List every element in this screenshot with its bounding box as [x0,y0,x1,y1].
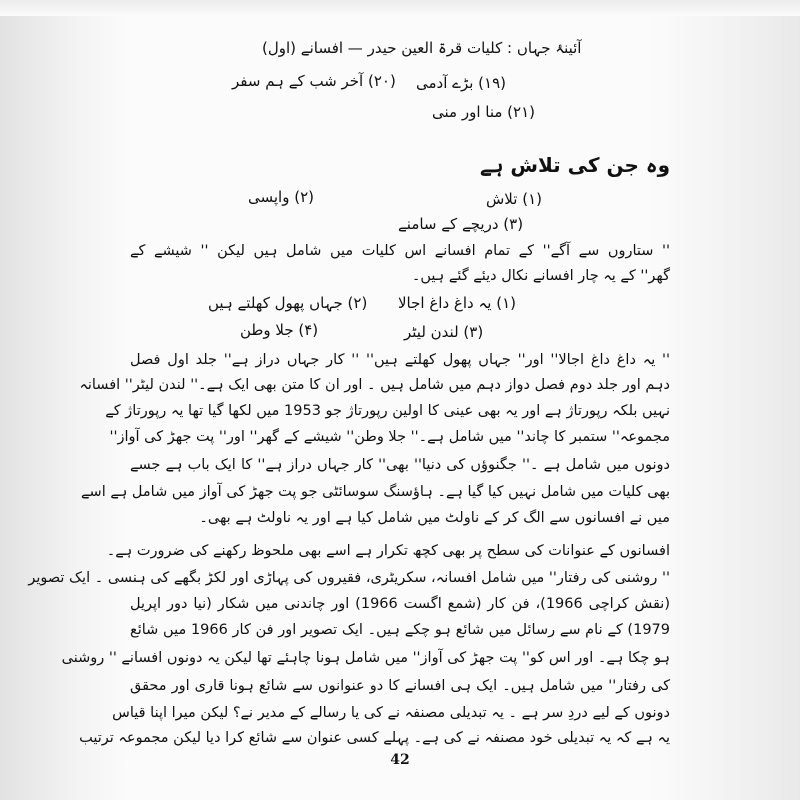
list-b-item-2: (۲) جہاں پھول کھلتے ہیں [208,294,368,312]
page-shadow-left [0,0,128,800]
list-a-item-1: (۱) تلاش [486,190,542,208]
para-3-line-1: افسانوں کے عنوانات کی سطح پر بھی کچھ تکرار ہے اسے بھی ملحوظ رکھنے کی ضرورت ہے۔ [106,543,670,559]
para-4-line-2: (نقش کراچی 1966)، فن کار (شمع اگست 1966) اور چاندنی میں شکار (نیا دور اپریل [130,596,671,612]
list-item-21: (۲۱) منا اور منی [432,103,535,121]
para-4-line-1: '' روشنی کی رفتار'' میں شامل افسانہ، سکریٹری، فقیروں کی پہاڑی اور لکڑ بگھے کی ہنسی ۔ ایک تصویر [28,570,670,586]
para-4-line-7: یہ ہے کہ یہ تبدیلی خود مصنفہ نے کی ہے۔ پہلے کسی عنوان سے شائع کرا دیا لیکن مجموعہ ترتیب [79,730,670,746]
section-title: وہ جن کی تلاش ہے [480,153,671,177]
para-2-line-5: دونوں میں شامل ہے ۔'' جگنوؤں کی دنیا'' بھی'' کار جہاں دراز ہے'' کا ایک باب ہے جسے [130,457,670,473]
page-number: 42 [390,752,410,768]
para-2-line-7: میں نے افسانوں سے الگ کر کے ناولٹ میں شامل کیا ہے اور یہ ناولٹ ہے بھی۔ [199,510,670,526]
page-shadow-top [0,0,800,16]
list-a-item-3: (۳) دریچے کے سامنے [398,215,524,233]
para-4-line-3: 1979) کے نام سے رسائل میں شائع ہو چکے ہیں۔ ایک تصویر اور فن کار 1966 میں شائع [130,622,671,638]
page-shadow-right [650,0,800,800]
para-2-line-6: بھی کلیات میں شامل نہیں کیا گیا ہے۔ ہاؤسنگ سوسائٹی جو پت جھڑ کی آواز میں شامل ہے اسے [81,484,670,500]
list-item-20: (۲۰) آخر شب کے ہم سفر [232,72,396,90]
list-b-item-4: (۴) جلا وطن [240,321,319,339]
para-2-line-2: دہم اور جلد دوم فصل دواز دہم میں شامل ہیں ۔ اور ان کا متن بھی ایک ہے۔'' لندن لیٹر'' افسانہ [79,377,670,393]
para-1-line-2: گھر'' کے یہ چار افسانے نکال دیئے گئے ہیں۔ [411,268,670,284]
para-4-line-5: کی رفتار'' میں شامل ہیں۔ ایک ہی افسانے کا دو عنوانوں سے شائع ہونا قاری اور محقق [130,678,670,694]
para-1-line-1: '' ستاروں سے آگے'' کے تمام افسانے اس کلیات میں شامل ہیں لیکن '' شیشے کے [130,243,670,259]
para-2-line-4: مجموعہ'' ستمبر کا چاند'' میں شامل ہے۔'' جلا وطن'' شیشے کے گھر'' اور'' پت جھڑ کی آواز'' [109,429,670,445]
list-a-item-2: (۲) واپسی [248,188,315,206]
para-4-line-6: دونوں کے لیے دردِ سر ہے ۔ یہ تبدیلی مصنفہ نے کی یا رسالے کے مدیر نے؟ لیکن میرا اپنا قیاس [112,705,670,721]
para-4-line-4: ہو چکا ہے۔ اور اس کو'' پت جھڑ کی آواز'' میں شامل ہونا چاہئے تھا لیکن یہ دونوں افسانے '' روشنی [61,650,670,666]
para-2-line-3: نہیں بلکہ رپورتاژ ہے اور یہ بھی عینی کا اولین رپورتاژ جو 1953 میں لکھا گیا تھا یہ رپورتاژ کے [105,403,670,419]
para-2-line-1: '' یہ داغ داغ اجالا'' اور'' جہاں پھول کھلتے ہیں'' '' کار جہاں دراز ہے'' جلد اول فصل [130,352,670,368]
running-header: آئینۂ جہاں : کلیات قرۃ العین حیدر — افسانے (اول) [262,39,582,57]
list-b-item-3: (۳) لندن لیٹر [404,323,484,341]
list-item-19: (۱۹) بڑے آدمی [416,74,506,92]
list-b-item-1: (۱) یہ داغ داغ اجالا [398,294,516,312]
